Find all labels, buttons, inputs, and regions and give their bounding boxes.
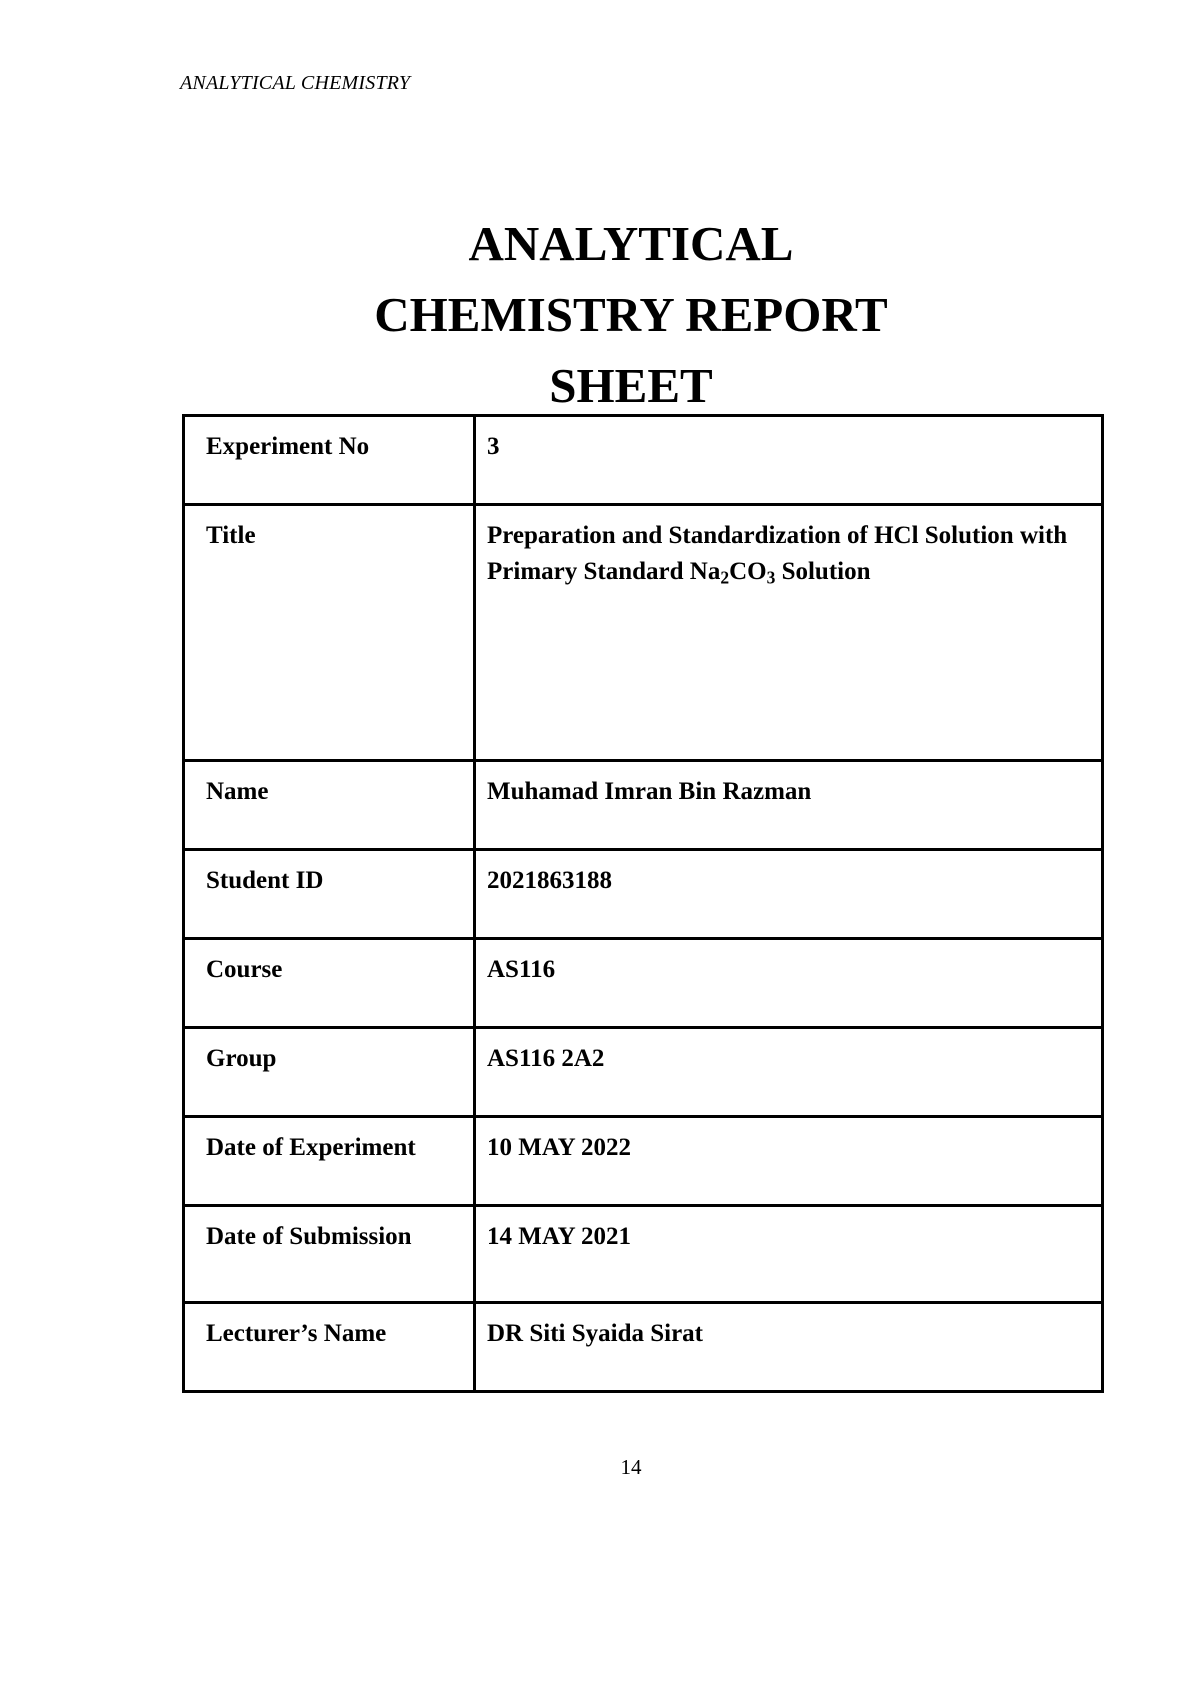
date-of-experiment-value: 10 MAY 2022 xyxy=(475,1117,1103,1206)
table-row-date-of-experiment xyxy=(184,1117,1103,1206)
title-value-subscript-2: 3 xyxy=(766,567,776,588)
title-line-2: CHEMISTRY REPORT xyxy=(374,287,888,342)
title-label: Title xyxy=(184,505,475,761)
table-row-student-id xyxy=(184,850,1103,939)
title-value-text-c: Solution xyxy=(775,558,871,585)
running-header: ANALYTICAL CHEMISTRY xyxy=(180,72,411,94)
experiment-no-label: Experiment No xyxy=(184,416,475,505)
student-id-value: 2021863188 xyxy=(475,850,1103,939)
lecturer-name-value: DR Siti Syaida Sirat xyxy=(475,1303,1103,1392)
title-line-3: SHEET xyxy=(549,358,713,413)
group-value: AS116 2A2 xyxy=(475,1028,1103,1117)
title-value xyxy=(475,505,1103,761)
course-value: AS116 xyxy=(475,939,1103,1028)
name-value: Muhamad Imran Bin Razman xyxy=(475,761,1103,850)
group-label: Group xyxy=(184,1028,475,1117)
title-value-text-b: CO xyxy=(729,558,767,585)
table-row-name xyxy=(184,761,1103,850)
table-row-lecturer-name xyxy=(184,1303,1103,1392)
title-value-subscript-1: 2 xyxy=(720,567,730,588)
course-label: Course xyxy=(184,939,475,1028)
student-id-label: Student ID xyxy=(184,850,475,939)
title-line-1: ANALYTICAL xyxy=(468,216,794,271)
name-label: Name xyxy=(184,761,475,850)
table-row-experiment-no xyxy=(184,416,1103,505)
table-row-title xyxy=(184,505,1103,761)
date-of-submission-label: Date of Submission xyxy=(184,1206,475,1303)
date-of-experiment-label: Date of Experiment xyxy=(184,1117,475,1206)
date-of-submission-value: 14 MAY 2021 xyxy=(475,1206,1103,1303)
experiment-no-value: 3 xyxy=(475,416,1103,505)
table-row-date-of-submission xyxy=(184,1206,1103,1303)
document-title xyxy=(0,208,1200,421)
title-value-text-a: Preparation and Standardization of HCl Solution with Primary Standard Na xyxy=(487,522,1068,585)
lecturer-name-label: Lecturer’s Name xyxy=(184,1303,475,1392)
report-details-table xyxy=(182,414,1104,1393)
table-row-course xyxy=(184,939,1103,1028)
page-number: 14 xyxy=(620,1455,642,1479)
table-row-group xyxy=(184,1028,1103,1117)
